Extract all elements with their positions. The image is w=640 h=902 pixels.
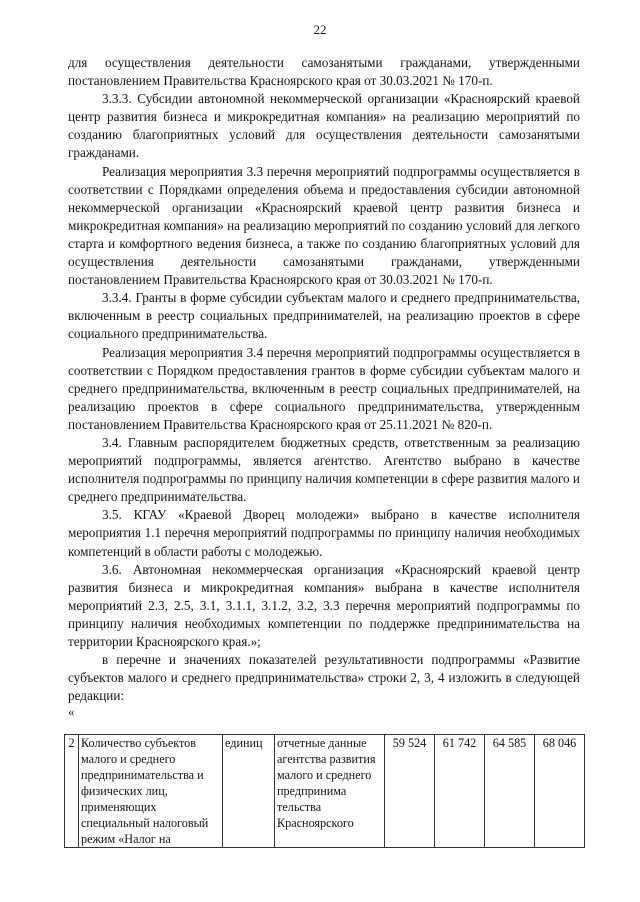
paragraph: 3.6. Автономная некоммерческая организация «Красноярский краевой центр развития бизнеса и микрокредитная компания» выбрана в качестве исполнителя мероприятий 2.3, 2.5, 3.1, 3.1.1, 3.1.2, 3.2, 3.3 перечня мероприятий подпрограммы по принципу наличия необходимых компетенции по поддержке предпринимательства на территории Красноярского края.»; [68, 561, 580, 649]
document-body [68, 54, 580, 719]
paragraph: для осуществления деятельности самозанятыми гражданами, утвержденными постановлением Правительства Красноярского края от 30.03.2021 № 170-п. [68, 55, 580, 89]
value-cell: 64 585 [485, 735, 535, 848]
indicators-table [64, 734, 585, 848]
paragraph: 3.5. КГАУ «Краевой Дворец молодежи» выбрано в качестве исполнителя мероприятия 1.1 перечня мероприятий подпрограммы по принципу наличия необходимых компетенций в области работы с молодежью. [68, 507, 580, 559]
paragraph: 3.3.3. Субсидии автономной некоммерческой организации «Красноярский краевой центр развития бизнеса и микрокредитная компания» на реализацию мероприятий по созданию благоприятных условий для осуществления деятельности самозанятыми гражданами. [68, 91, 580, 161]
paragraph: в перечне и значениях показателей результативности подпрограммы «Развитие субъектов малого и среднего предпринимательства» строки 2, 3, 4 изложить в следующей редакции: [68, 652, 580, 704]
unit-cell: единиц [223, 735, 275, 848]
value-cell: 61 742 [435, 735, 485, 848]
value-cell: 68 046 [535, 735, 585, 848]
value-cell: 59 524 [385, 735, 435, 848]
source-cell: отчетные данные агентства развития малого и среднего предпринима тельства Красноярского [275, 735, 385, 848]
paragraph: 3.4. Главным распорядителем бюджетных средств, ответственным за реализацию мероприятий подпрограммы, является агентство. Агентство выбрано в качестве исполнителя подпрограммы по принципу наличия компетенции в сфере развития малого и среднего предпринимательства. [68, 434, 580, 505]
row-number-cell: 2 [65, 735, 79, 848]
paragraph-list [68, 54, 580, 705]
paragraph: Реализация мероприятия 3.4 перечня мероприятий подпрограммы осуществляется в соответствии с Порядком предоставления грантов в форме субсидии субъектам малого и среднего предпринимательства, включенным в реестр социальных предпринимателей, на реализацию проектов в сфере социального предпринимательства, утвержденным постановлением Правительства Красноярского края от 25.11.2021 № 820-п. [68, 344, 580, 432]
indicator-name-cell: Количество субъектов малого и среднего предпринимательства и физических лиц, применяющих специальный налоговый режим «Налог на [79, 735, 223, 848]
opening-quote-mark: « [68, 704, 75, 720]
table-row [65, 735, 585, 848]
paragraph: Реализация мероприятия 3.3 перечня мероприятий подпрограммы осуществляется в соответствии с Порядками определения объема и предоставления субсидии автономной некоммерческой организации «Красноярский краевой центр развития бизнеса и микрокредитная компания» на реализацию мероприятий по созданию условий для легкого старта и комфортного ведения бизнеса, а также по созданию благоприятных условий для осуществления деятельности самозанятыми гражданами, утвержденными постановлением Правительства Красноярского края от 30.03.2021 № 170-п. [68, 163, 580, 288]
paragraph: 3.3.4. Гранты в форме субсидии субъектам малого и среднего предпринимательства, включенным в реестр социальных предпринимателей, на реализацию проектов в сфере социального предпринимательства. [68, 290, 580, 342]
page-number: 22 [313, 22, 327, 37]
